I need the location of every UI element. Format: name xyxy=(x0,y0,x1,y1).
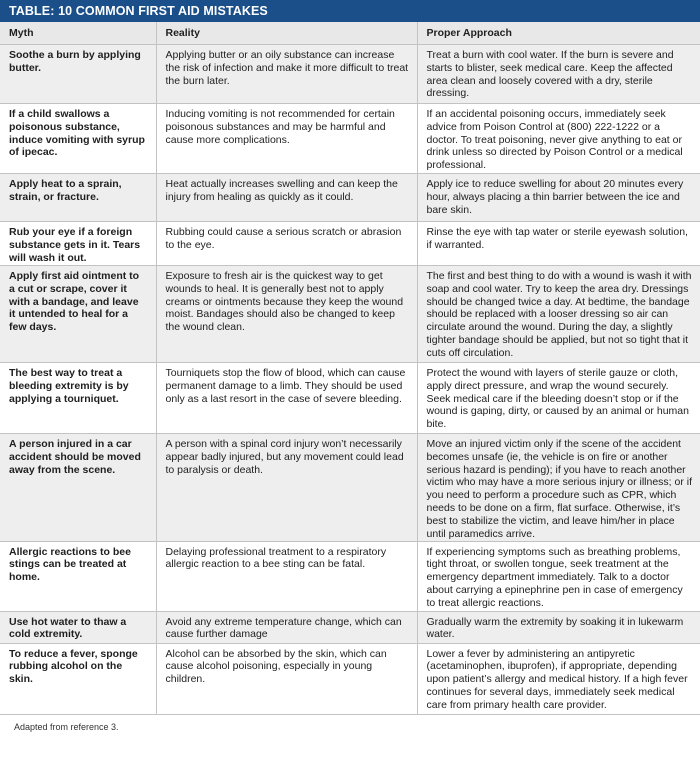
table-row xyxy=(0,103,700,173)
myth-cell: Rub your eye if a foreign substance gets in it. Tears will wash it out. xyxy=(0,221,156,265)
myth-cell: Apply first aid ointment to a cut or scrape, cover it with a bandage, and leave it untended to heal for a few days. xyxy=(0,265,156,362)
approach-cell: If experiencing symptoms such as breathing problems, tight throat, or swollen tongue, seek treatment at the emergency department immediately. Talk to a doctor about carrying a epinephrine pen in case of emergency to treat allergic reactions. xyxy=(417,541,700,611)
source-footnote: Adapted from reference 3. xyxy=(14,721,119,732)
reality-cell: Alcohol can be absorbed by the skin, which can cause alcohol poisoning, especially in young children. xyxy=(156,643,417,714)
column-header-approach: Proper Approach xyxy=(417,22,700,44)
table-row xyxy=(0,173,700,221)
approach-cell: Lower a fever by administering an antipyretic (acetaminophen, ibuprofen), if appropriate, depending upon patient’s allergy and medical history. If a high fever continues for several days, immediately seek medical care from primary health care provider. xyxy=(417,643,700,714)
table-row xyxy=(0,221,700,265)
approach-cell: If an accidental poisoning occurs, immediately seek advice from Poison Control at (800) 222-1222 or a doctor. To treat poisoning, never give anything to eat or drink unless so directed by Poison Control or a medical professional. xyxy=(417,103,700,173)
approach-cell: The first and best thing to do with a wound is wash it with soap and cool water. Try to keep the area dry. Dressings should be changed twice a day. At bedtime, the bandage should be replaced with a looser dressing so air can circulate around the wound. During the day, a slightly tighter bandage should be applied, but not so tight that it cuts off circulation. xyxy=(417,265,700,362)
first-aid-mistakes-table xyxy=(0,22,700,715)
header-row xyxy=(0,22,700,44)
reality-cell: A person with a spinal cord injury won’t necessarily appear badly injured, but any movement could lead to paralysis or death. xyxy=(156,433,417,541)
reality-cell: Inducing vomiting is not recommended for certain poisonous substances and may be harmful and cause more complications. xyxy=(156,103,417,173)
approach-cell: Protect the wound with layers of sterile gauze or cloth, apply direct pressure, and wrap the wound securely. Seek medical care if the bleeding doesn’t stop or if the wound is gaping, dirty, or caused by an animal or human bite. xyxy=(417,362,700,433)
table-row xyxy=(0,643,700,714)
column-header-reality: Reality xyxy=(156,22,417,44)
approach-cell: Rinse the eye with tap water or sterile eyewash solution, if warranted. xyxy=(417,221,700,265)
reality-cell: Rubbing could cause a serious scratch or abrasion to the eye. xyxy=(156,221,417,265)
reality-cell: Heat actually increases swelling and can keep the injury from healing as quickly as it could. xyxy=(156,173,417,221)
table-row xyxy=(0,611,700,643)
approach-cell: Gradually warm the extremity by soaking it in lukewarm water. xyxy=(417,611,700,643)
reality-cell: Delaying professional treatment to a respiratory allergic reaction to a bee sting can be fatal. xyxy=(156,541,417,611)
table-row xyxy=(0,433,700,541)
myth-cell: Allergic reactions to bee stings can be treated at home. xyxy=(0,541,156,611)
approach-cell: Treat a burn with cool water. If the burn is severe and starts to blister, seek medical care. Keep the affected area clean and loosely covered with a dry, sterile dressing. xyxy=(417,44,700,103)
table-row xyxy=(0,362,700,433)
table-row xyxy=(0,265,700,362)
reality-cell: Tourniquets stop the flow of blood, which can cause permanent damage to a limb. They should be used only as a last resort in the case of severe bleeding. xyxy=(156,362,417,433)
myth-cell: Soothe a burn by applying butter. xyxy=(0,44,156,103)
myth-cell: If a child swallows a poisonous substance, induce vomiting with syrup of ipecac. xyxy=(0,103,156,173)
table-row xyxy=(0,44,700,103)
approach-cell: Apply ice to reduce swelling for about 20 minutes every hour, always placing a thin barrier between the ice and bare skin. xyxy=(417,173,700,221)
myth-cell: The best way to treat a bleeding extremity is by applying a tourniquet. xyxy=(0,362,156,433)
table-row xyxy=(0,541,700,611)
column-header-myth: Myth xyxy=(0,22,156,44)
reality-cell: Applying butter or an oily substance can increase the risk of infection and make it more difficult to treat the burn later. xyxy=(156,44,417,103)
myth-cell: A person injured in a car accident should be moved away from the scene. xyxy=(0,433,156,541)
reality-cell: Exposure to fresh air is the quickest way to get wounds to heal. It is generally best not to apply creams or ointments because they keep the wound moist. Bandages should also be changed to keep the wound clean. xyxy=(156,265,417,362)
reality-cell: Avoid any extreme temperature change, which can cause further damage xyxy=(156,611,417,643)
table-title: TABLE: 10 COMMON FIRST AID MISTAKES xyxy=(0,0,700,22)
approach-cell: Move an injured victim only if the scene of the accident becomes unsafe (ie, the vehicle is on fire or another serious hazard is pending); if you have to reach another victim who may have a more serious injury or illness; or if you need to perform a procedure such as CPR, which needs to be done on a firm, flat surface. Otherwise, it’s best to stabilize the victim, and leave him/her in place until paramedics arrive. xyxy=(417,433,700,541)
myth-cell: Use hot water to thaw a cold extremity. xyxy=(0,611,156,643)
myth-cell: Apply heat to a sprain, strain, or fracture. xyxy=(0,173,156,221)
myth-cell: To reduce a fever, sponge rubbing alcohol on the skin. xyxy=(0,643,156,714)
